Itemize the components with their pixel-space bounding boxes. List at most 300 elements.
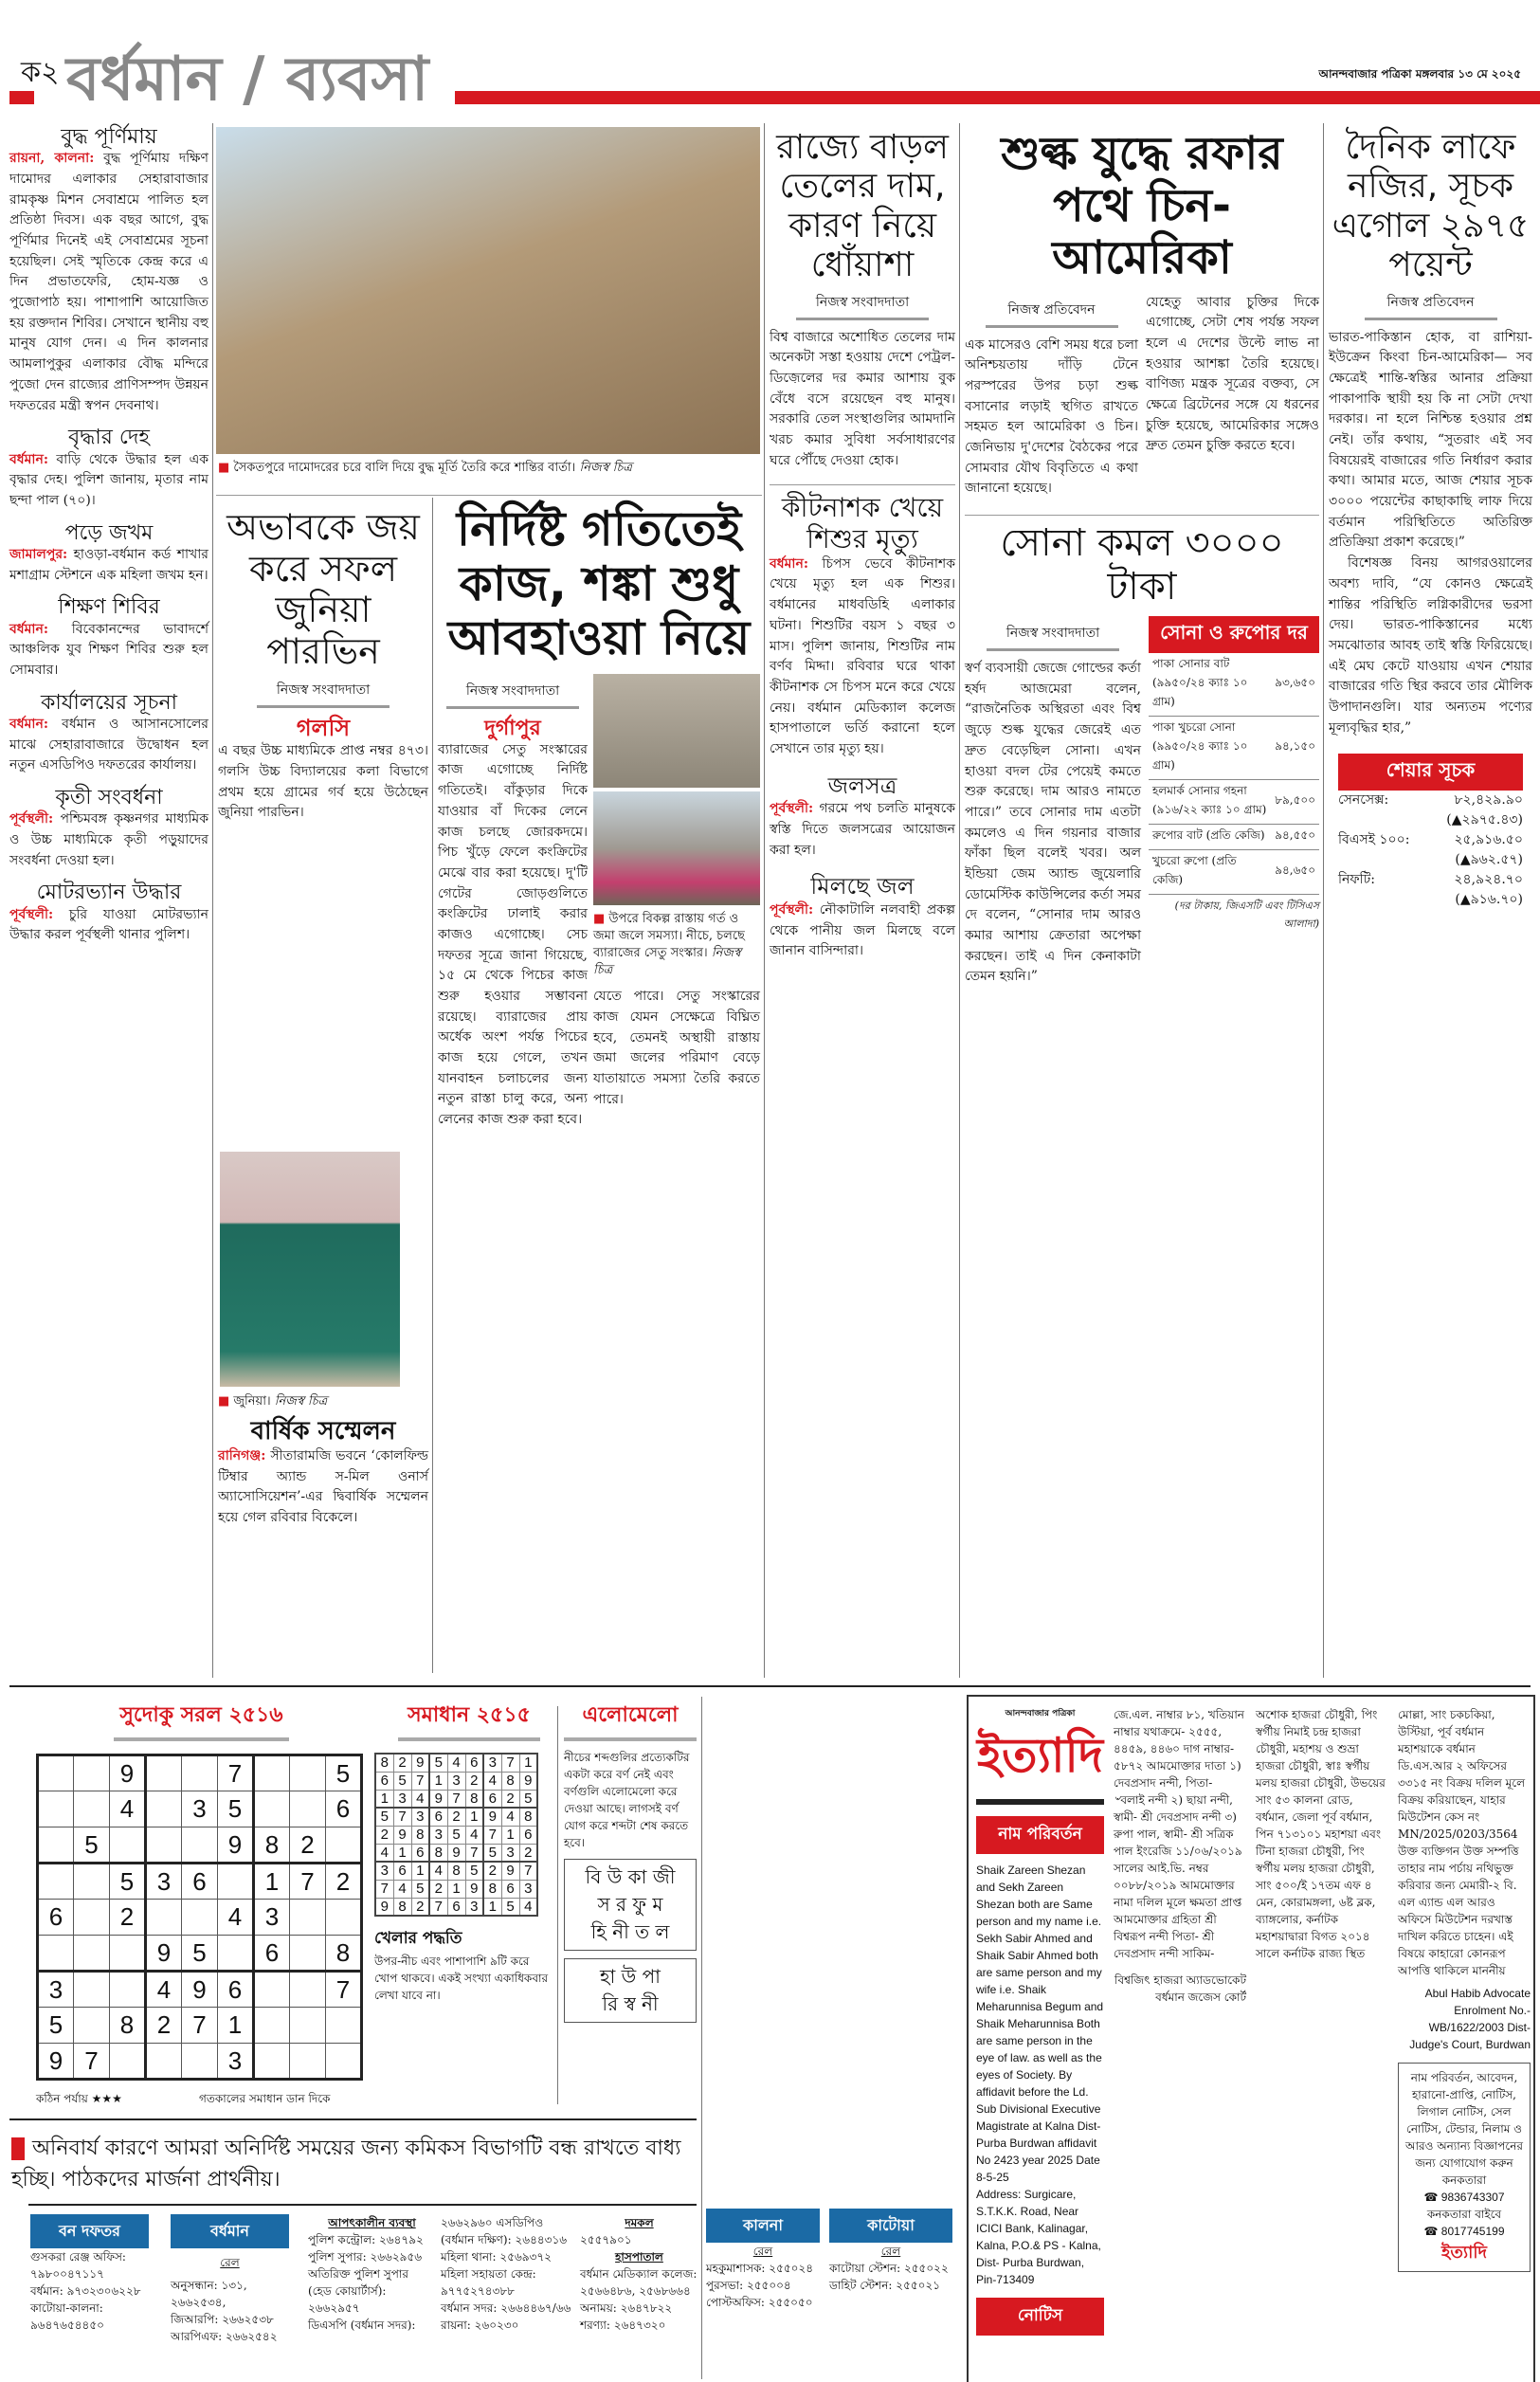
solution-title: সমাধান ২৫১৫ [398, 1699, 540, 1741]
story-body: চুরি যাওয়া মোটরভ্যান উদ্ধার করল পূর্বস্থলী থানার পুলিশ। [9, 906, 209, 943]
sudoku-cell: 7 [74, 2044, 110, 2080]
sudoku-hint: গতকালের সমাধান ডান দিকে [199, 2092, 331, 2105]
solution-cell: 7 [447, 1790, 465, 1808]
byline: নিজস্ব সংবাদদাতা [257, 679, 390, 708]
sudoku-cell: 6 [38, 1900, 74, 1936]
story-annual-conference [218, 1418, 428, 1529]
sudoku-cell: 2 [290, 1827, 326, 1864]
sudoku-cell: 5 [182, 1936, 218, 1972]
masthead-dateline: আনন্দবাজার পত্রিকা মঙ্গলবার ১৩ মে ২০২৫ [1318, 67, 1521, 81]
sudoku-cell: 9 [38, 2044, 74, 2080]
directory-line: মহকুমাশাসক: ২৫৫০২৪ [706, 2262, 814, 2275]
solution-cell: 9 [519, 1772, 537, 1790]
sudoku-cell[interactable] [110, 1972, 146, 2008]
solution-cell: 3 [393, 1790, 411, 1808]
sudoku-cell[interactable] [290, 2008, 326, 2044]
solution-cell: 1 [375, 1790, 393, 1808]
solution-cell: 3 [375, 1862, 393, 1880]
directory-line: অতিরিক্ত পুলিশ সুপার [308, 2267, 408, 2281]
sudoku-cell: 9 [218, 1827, 254, 1864]
photo-barrage-repair [593, 791, 760, 905]
sudoku-cell: 9 [110, 1755, 146, 1791]
sudoku-cell[interactable] [38, 1936, 74, 1972]
notice-signature: বিশ্বজিৎ হাজরা অ্যাডভোকেট বর্ধমান জজেস কোর্ট [1114, 1973, 1246, 2004]
headline: পড়ে জখম [64, 520, 154, 545]
index-row: নিফটি: ২৪,৯২৪.৭০ (▲৯১৬.৭০) [1338, 872, 1523, 908]
arrow-up-icon: ▲ [1459, 852, 1471, 868]
directory-fire-hospital: দমকল ২৫৫৭৯০১ হাসপাতাল বর্ধমান মেডিক্যাল কলেজ: ২৫৬৬৪৮৬, ২৫৬৮৬৬৪ অনাময়: ২৬৪৭৮২২ শরণ্যা: ২৬৪৭৩২০ [580, 2216, 698, 2332]
directory-line: অনাময়: ২৬৪৭৮২২ [580, 2301, 673, 2315]
sudoku-cell: 3 [182, 1791, 218, 1827]
solution-cell: 2 [483, 1862, 501, 1880]
story-body: পশ্চিমবঙ্গ কৃষ্ণনগর মাধ্যমিক ও উচ্চ মাধ্যমিকে কৃতী পড়ুয়াদের সংবর্ধনা দেওয়া হল। [9, 811, 209, 868]
directory-line: পুলিশ কন্ট্রোল: ২৬৪৭৯২ [308, 2233, 424, 2246]
solution-cell: 3 [429, 1826, 447, 1844]
directory-line: পোস্টঅফিস: ২৫৫০৫০ [706, 2296, 813, 2309]
headline: বৃদ্ধার দেহ [68, 426, 150, 450]
sensex-column [1329, 128, 1532, 910]
sudoku-cell[interactable] [182, 1900, 218, 1936]
rate-row [1149, 780, 1319, 825]
sudoku-cell: 3 [146, 1864, 182, 1900]
solution-cell: 8 [465, 1790, 483, 1808]
directory-line: ২৬৬২৯৬০ এসডিপিও [441, 2216, 544, 2229]
dateline: রায়না, কালনা: [9, 151, 95, 167]
sudoku-cell: 3 [254, 1900, 290, 1936]
index-row: সেনসেক্স: ৮২,৪২৯.৯০ (▲২৯৭৫.৪৩) [1338, 792, 1523, 828]
solution-cell: 2 [375, 1826, 393, 1844]
index-value: ২৫,৯১৬.৫০ [1454, 832, 1523, 848]
directory-line: ২৬৬২৫৩৪, [171, 2296, 226, 2309]
solution-cell: 8 [519, 1808, 537, 1826]
story-motorvan [9, 881, 208, 946]
solution-cell: 9 [429, 1790, 447, 1808]
sudoku-cell[interactable] [254, 1755, 290, 1791]
story-body: গরমে পথ চলতি মানুষকে স্বস্তি দিতে জলসত্রের আয়োজন করা হল। [770, 801, 955, 858]
story-buddha-purnima [9, 125, 208, 416]
sudoku-rules: খেলার পদ্ধতি উপর-নীচ এবং পাশাপাশি ৯টি করে খোপ থাকবে। একই সংখ্যা একাধিকবার লেখা যাবে না। [374, 1929, 549, 2002]
red-square-icon [11, 2137, 25, 2160]
story-old-woman-body [9, 426, 208, 511]
directory-line: জিআরপি: ২৬৬২৫৩৮ [171, 2313, 274, 2326]
directory-line: ৯৭৭৫২৭৪৩৮৮ [441, 2284, 515, 2298]
masthead-red-bar-left [9, 91, 34, 104]
sudoku-cell[interactable] [326, 2008, 362, 2044]
sudoku-cell[interactable] [38, 1864, 74, 1900]
story-sensex [1329, 128, 1532, 738]
directory-line: ডাহিট স্টেশন: ২৫৫০২১ [829, 2279, 941, 2292]
dateline: বর্ধমান: [9, 716, 48, 732]
sudoku-cell: 1 [218, 2008, 254, 2044]
story-training-camp [9, 595, 208, 681]
barrage-photo-column [593, 674, 760, 1131]
story-injured [9, 521, 208, 587]
sudoku-cell[interactable] [110, 1936, 146, 1972]
solution-cell: 3 [411, 1808, 429, 1826]
story-body: ভারত-পাকিস্তান হোক, বা রাশিয়া-ইউক্রেন কিংবা চিন-আমেরিকা— সব ক্ষেত্রেই শান্তি-স্বস্তির আনার প্রক্রিয়া পাকাপাকি স্থায়ী হয় কি না সেটা দেখা দরকার। না হলে নিশ্চিন্ত হওয়ার প্রশ্ন নেই। তাঁর কথায়, “সুতরাং এই সব বিষয়েরই বাজারের গতি নির্ধারণ করার কথা। আমার মতে, আজ শেয়ার সূচক ৩০০০ পয়েন্টের কাছাকাছি লাফ দিয়ে বর্তমান পরিস্থিতিতে অতিরিক্ত প্রতিক্রিয়া প্রকাশ করেছে।” [1329, 329, 1532, 551]
directory-line: ডিএসপি (বর্ধমান সদর): [308, 2318, 416, 2332]
headline: মোটরভ্যান উদ্ধার [36, 881, 182, 905]
sudoku-cell[interactable] [290, 1936, 326, 1972]
classified-ad-3: অশোক হাজরা চৌধুরী, পিং স্বর্গীয় নিমাই চন্দ্র হাজরা চৌধুরী, মহাশয় ও শুভ্রা হাজরা চৌধুরী, স্বাঃ স্বর্গীয় মলয় হাজরা চৌধুরী, উভয়ের সাং ৫৩ কালনা রোড, বর্ধমান, জেলা পূর্ব বর্ধমান, পিন ৭১৩১০১ মহাশয়া এবং টিনা হাজরা চৌধুরী, পিং স্বর্গীয় মলয় হাজরা চৌধুরী, সাং ৫০০/ই ১৭তম এফ ৪ মেন, কোরামঙ্গলা, ৬ষ্ট ব্লক, ব্যাঙ্গলোর, কর্নাটক মহাশয়াদ্বারা বিগত ২০১৪ সালে কর্নাটক রাজ্য স্থিত [1256, 1708, 1386, 1960]
solution-cell: 6 [501, 1880, 519, 1898]
solution-cell: 7 [465, 1844, 483, 1862]
directory-line: গুসকরা রেঞ্জ অফিস: [30, 2250, 126, 2264]
solution-grid [374, 1753, 538, 1917]
solution-cell: 1 [465, 1808, 483, 1826]
sudoku-cell: 5 [110, 1864, 146, 1900]
solution-cell: 2 [447, 1808, 465, 1826]
story-body-continued: যেহেতু আবার চুক্তির দিকে এগোচ্ছে, সেটা শেষ পর্যন্ত সফল হলে এ দেশের উল্টে লাভ না হওয়ার আশঙ্কা তৈরি হয়েছে। বাণিজ্য মন্ত্রক সূত্রের বক্তব্য, সে ক্ষেত্রে ব্রিটেনের সঙ্গে যে ধরনের চুক্তি হয়েছে, আমেরিকার সঙ্গেও দ্রুত তেমন চুক্তি করতে হবে। [1146, 294, 1319, 454]
sudoku-cell: 3 [38, 1972, 74, 2008]
solution-cell: 4 [483, 1772, 501, 1790]
jumble-box-1: বি উ কা জী স র ফু ম হি নী ত ল [564, 1859, 697, 1951]
index-value: ২৪,৯২৪.৭০ [1454, 872, 1523, 888]
sudoku-cell: 5 [218, 1791, 254, 1827]
sudoku-cell[interactable] [38, 1791, 74, 1827]
directory-line: পুলিশ সুপার: ২৬৬২৯৫৬ [308, 2250, 423, 2264]
solution-cell: 7 [411, 1772, 429, 1790]
sudoku-cell: 2 [110, 1900, 146, 1936]
sudoku-cell: 2 [326, 1864, 362, 1900]
headline-gold: সোনা কমল ৩০০০ টাকা [1000, 521, 1284, 609]
solution-cell: 9 [483, 1808, 501, 1826]
phone-link[interactable]: ☎ 8017745199 [1423, 2225, 1505, 2238]
rate-item: হলমার্ক সোনার গহনা (৯১৬/২২ ক্যাঃ ১০ গ্রাম) [1149, 780, 1271, 825]
byline: নিজস্ব প্রতিবেদন [986, 299, 1118, 328]
story-barrage [438, 674, 588, 1131]
solution-cell: 8 [411, 1826, 429, 1844]
solution-cell: 5 [483, 1844, 501, 1862]
dateline: পূর্বস্থলী: [9, 906, 54, 922]
directory-line: ৯৬৪৭৬৫৪৪৫০ [30, 2318, 104, 2332]
headline-tariff: শুল্ক যুদ্ধে রফার পথে চিন-আমেরিকা [1001, 127, 1283, 285]
sudoku-difficulty: কঠিন পর্যায় ★★★ [36, 2092, 122, 2105]
sudoku-cell[interactable] [290, 2044, 326, 2080]
solution-cell: 5 [447, 1826, 465, 1844]
story-pesticide [770, 484, 955, 759]
rate-price: ৯৪,৫৫০ [1271, 825, 1319, 850]
classified-ad-2: জে.এল. নাম্বার ৮১, খতিয়ান নাম্বার যথাক্রমে- ২৫৫৫, ৪৪৫৯, ৪৪৬০ দাগ নাম্বার- ৫৮৭২ আমমোক্তার দাতা ১) দেবপ্রসাদ নন্দী, পিতা- ৺বলাই নন্দী ২) ছায়া নন্দী, স্বামী- শ্রী দেবপ্রসাদ নন্দী ৩) রুপা পাল, স্বামী- শ্রী সত্রিক পাল ইংরেজি ১১/০৬/২০১৯ সালের আই.ভি. নম্বর ০০৮৮/২০১৯ আমমোক্তার নামা দলিল মূলে ক্ষমতা প্রাপ্ত আমমোক্তার গ্রহিতা শ্রী বিশ্বরূপ নন্দী পিতা- শ্রী দেবপ্রসাদ নন্দী সাকিম- [1114, 1708, 1244, 1960]
solution-cell: 6 [483, 1790, 501, 1808]
sudoku-cell: 5 [74, 1827, 110, 1864]
solution-cell: 1 [393, 1844, 411, 1862]
rate-row [1149, 653, 1319, 717]
left-column [9, 125, 208, 946]
directory-line: ২৫৫৭৯০১ [580, 2233, 632, 2246]
dateline: বর্ধমান: [9, 621, 48, 637]
solution-cell: 6 [393, 1862, 411, 1880]
arrow-up-icon: ▲ [1459, 892, 1471, 908]
sudoku-cell[interactable] [74, 1972, 110, 2008]
story-tariff [965, 293, 1138, 500]
solution-cell: 7 [519, 1862, 537, 1880]
directory-katwa: কাটোয়া রেল কাটোয়া স্টেশন: ২৫৫০২২ ডাহিট স্টেশন: ২৫৫০২১ [829, 2209, 952, 2294]
solution-cell: 8 [501, 1772, 519, 1790]
solution-cell: 4 [447, 1754, 465, 1772]
sudoku-cell: 8 [254, 1827, 290, 1864]
solution-cell: 5 [429, 1754, 447, 1772]
story-body: ব্যারাজের সেতু সংস্কারের কাজ এগোচ্ছে নির্দিষ্ট গতিতেই। বাঁকুড়ার দিকে যাওয়ার বাঁ দিকের লেনে কাজ চলছে জোরকদমে। পিচ খুঁড়ে ফেলে কংক্রিটের মেঝে বার করা হয়েছে। দু'টি গেটের জোড়গুলিতে কংক্রিটের ঢালাই করার কাজও এগোচ্ছে। সেচ দফতর সূত্রে জানা গিয়েছে, ১৫ মে থেকে পিচের কাজ শুরু হওয়ার সম্ভাবনা রয়েছে। ব্যারাজের প্রায় অর্ধেক অংশ পর্যন্ত পিচের কাজ হয়ে গেলে, তখন যানবাহন চলাচলের জন্য নতুন রাস্তা চালু করে, অন্য লেনের কাজ শুরু করা হবে। [438, 741, 588, 1128]
sudoku-cell[interactable] [74, 1936, 110, 1972]
solution-cell: 8 [429, 1844, 447, 1862]
sudoku-cell[interactable] [146, 1900, 182, 1936]
story-body: বিবেকানন্দের ভাবাদর্শে আঞ্চলিক যুব শিক্ষণ শিবির শুরু হল সোমবার। [9, 621, 208, 678]
sudoku-cell: 4 [110, 1791, 146, 1827]
headline: কীটনাশক খেয়ে শিশুর মৃত্যু [781, 492, 944, 555]
solution-cell: 3 [447, 1772, 465, 1790]
story-office-inauguration [9, 691, 208, 776]
directory-line: মহিলা থানা: ২৫৬৯৩৭২ [441, 2250, 552, 2264]
rate-item: খুচরো রুপো (প্রতি কেজি) [1149, 850, 1271, 895]
story-body-continued: বিশেষজ্ঞ বিনয় আগরওয়ালের অবশ্য দাবি, “যে কোনও ক্ষেত্রেই শান্তির পরিস্থিতি লগ্নিকারীদের ভরসা দেয়। ভারত-পাকিস্তানের মধ্যে সমঝোতার আবহ তাই স্বস্তি ফিরিয়েছে। এই মেঘ কেটে যাওয়ায় এখন শেয়ার বাজারের গতি স্থির করবে তার মৌলিক উপাদানগুলি। যার অন্যতম পণ্যের মূল্যবৃদ্ধির হার,” [1329, 555, 1532, 736]
sudoku-cell: 6 [218, 1972, 254, 2008]
sudoku-cell: 4 [218, 1900, 254, 1936]
sudoku-cell[interactable] [326, 1827, 362, 1864]
sudoku-cell[interactable] [254, 2008, 290, 2044]
headline: বুদ্ধ পূর্ণিমায় [61, 125, 157, 149]
sudoku-cell[interactable] [182, 2044, 218, 2080]
directory-line: পুরসভা: ২৫৫০০৪ [706, 2279, 791, 2292]
sudoku-cell[interactable] [182, 1827, 218, 1864]
sudoku-cell[interactable] [326, 1900, 362, 1936]
story-barrage-wrap [438, 502, 760, 1131]
sudoku-cell[interactable] [38, 1827, 74, 1864]
headline: মিলছে জল [810, 873, 915, 900]
rate-item: পাকা সোনার বাট (৯৯৫০/২৪ ক্যাঃ ১০ গ্রাম) [1149, 653, 1271, 717]
solution-cell: 2 [465, 1772, 483, 1790]
solution-cell: 1 [411, 1862, 429, 1880]
sudoku-cell[interactable] [254, 1791, 290, 1827]
dateline: জামালপুর: [9, 546, 68, 562]
sudoku-cell[interactable] [146, 1827, 182, 1864]
sudoku-cell: 5 [38, 2008, 74, 2044]
solution-cell: 9 [447, 1844, 465, 1862]
sudoku-cell[interactable] [74, 1864, 110, 1900]
solution-cell: 4 [375, 1844, 393, 1862]
sudoku-cell: 7 [182, 2008, 218, 2044]
sudoku-cell[interactable] [290, 1972, 326, 2008]
dateline-place: দুর্গাপুর [484, 716, 541, 740]
sudoku-cell[interactable] [218, 1936, 254, 1972]
photo-sand-buddha [216, 127, 760, 454]
sudoku-cell[interactable] [146, 1755, 182, 1791]
solution-cell: 5 [411, 1880, 429, 1898]
rate-row [1149, 717, 1319, 780]
solution-cell: 4 [519, 1898, 537, 1916]
directory-burdwan: বর্ধমান রেল অনুসন্ধান: ১৩১, ২৬৬২৫৩৪, জিআরপি: ২৬৬২৫৩৮ আরপিএফ: ২৬৬২৫৪২ [171, 2214, 289, 2345]
solution-cell: 1 [519, 1754, 537, 1772]
solution-cell: 9 [411, 1754, 429, 1772]
story-body: বুদ্ধ পূর্ণিমায় দক্ষিণ দামোদর এলাকার সেহারাবাজার রামকৃষ্ণ মিশন সেবাশ্রমে পালিত হল প্রতিষ্ঠা দিবস। এক বছর আগে, বুদ্ধ পূর্ণিমার দিনেই এই সেবাশ্রমের সূচনা হয়েছিল। সেই স্মৃতিকে কেন্দ্র করে এ দিন প্রভাতফেরি, হোম-যজ্ঞ ও পুজোপাঠ হয়। পাশাপাশি আয়োজিত হয় রক্তদান শিবির। সেখানে স্থানীয় বহু মানুষ যোগ দেন। এ দিন কালনার আমলাপুকুর এলাকার বৌদ্ধ মন্দিরে পুজো দেন রাজ্যের প্রাণিসম্পদ উন্নয়ন দফতরের মন্ত্রী স্বপন দেবনাথ। [9, 151, 208, 413]
rate-price: ৯৪,৬৫০ [1271, 850, 1319, 895]
solution-cell: 8 [483, 1880, 501, 1898]
story-jalsatra [770, 773, 955, 862]
byline: নিজস্ব প্রতিবেদন [1365, 291, 1497, 320]
sudoku-cell[interactable] [74, 1755, 110, 1791]
solution-cell: 5 [393, 1772, 411, 1790]
solution-cell: 4 [465, 1826, 483, 1844]
solution-cell: 4 [411, 1790, 429, 1808]
directory-line: (হেড কোয়ার্টার্স): [308, 2284, 387, 2298]
directory-line: আরপিএফ: ২৬৬২৫৪২ [171, 2330, 278, 2343]
directory-line: রায়না: ২৬০২৩০ [441, 2318, 519, 2332]
sudoku-cell[interactable] [146, 1791, 182, 1827]
sudoku-cell[interactable] [110, 1827, 146, 1864]
index-change: ৯১৬.৭০ [1470, 892, 1518, 908]
directory-line: ২৬৬২৯৫৭ [308, 2301, 360, 2315]
index-change: ২৯৭৫.৪৩ [1461, 812, 1518, 828]
solution-cell: 3 [483, 1754, 501, 1772]
index-name: নিফটি: [1338, 872, 1375, 888]
directory-line: বর্ধমান মেডিক্যাল কলেজ: [580, 2267, 698, 2281]
sudoku-cell[interactable] [38, 1755, 74, 1791]
headline: অভাবকে জয় করে সফল জুনিয়া পারভিন [226, 506, 420, 673]
rate-item: রুপোর বাট (প্রতি কেজি) [1149, 825, 1271, 850]
sudoku-cell: 5 [326, 1755, 362, 1791]
headline-barrage: নির্দিষ্ট গতিতেই কাজ, শঙ্কা শুধু আবহাওয়া নিয়ে [447, 501, 751, 665]
sudoku-cell: 3 [218, 2044, 254, 2080]
headline: কৃতী সংবর্ধনা [55, 785, 163, 809]
jumble-title: এলোমেলো [564, 1699, 697, 1741]
index-name: সেনসেক্স: [1338, 792, 1389, 809]
section-title: বর্ধমান / ব্যবসা [66, 45, 429, 115]
solution-cell: 5 [465, 1862, 483, 1880]
solution-cell: 8 [447, 1862, 465, 1880]
rate-price: ৯৪,১৫০ [1271, 717, 1319, 780]
index-row: বিএসই ১০০: ২৫,৯১৬.৫০ (▲৯৬২.৫৭) [1338, 832, 1523, 868]
dateline: পূর্বস্থলী: [770, 901, 814, 918]
rate-price: ৮৯,৫০০ [1271, 780, 1319, 825]
sudoku-cell: 8 [326, 1936, 362, 1972]
rate-table-title: সোনা ও রুপোর দর [1149, 616, 1319, 653]
sudoku-cell: 6 [326, 1791, 362, 1827]
solution-cell: 5 [519, 1790, 537, 1808]
arrow-up-icon: ▲ [1451, 812, 1462, 828]
sudoku-cell[interactable] [326, 2044, 362, 2080]
headline: জলসত্র [827, 772, 897, 799]
sudoku-cell: 6 [182, 1864, 218, 1900]
sudoku-cell: 7 [290, 1864, 326, 1900]
solution-cell: 9 [393, 1826, 411, 1844]
photo-caption: ■ সৈকতপুরে দামোদরের চরে বালি দিয়ে বুদ্ধ মূর্তি তৈরি করে শান্তির বার্তা। নিজস্ব চিত্র [218, 460, 758, 477]
solution-cell: 2 [519, 1844, 537, 1862]
sudoku-title: সুদোকু সরল ২৫১৬ [114, 1699, 289, 1741]
solution-cell: 7 [501, 1754, 519, 1772]
comics-notice: অনিবার্য কারণে আমরা অনির্দিষ্ট সময়ের জন্য কমিকস বিভাগটি বন্ধ রাখতে বাধ্য হচ্ছি। পাঠকদের মার্জনা প্রার্থনীয়। [11, 2137, 681, 2191]
rate-row [1149, 850, 1319, 895]
solution-cell: 7 [483, 1826, 501, 1844]
story-body: এ বছর উচ্চ মাধ্যমিকে প্রাপ্ত নম্বর ৪৭৩। গলসি উচ্চ বিদ্যালয়ের কলা বিভাগে প্রথম হয়ে গ্রামের গর্ব হয়ে উঠেছেন জুনিয়া পারভিন। [218, 743, 428, 821]
story-body: নৌকাটালি নলবাহী প্রকল্প থেকে পানীয় জল মিলছে বলে জানান বাসিন্দারা। [770, 901, 955, 959]
share-index-table [1338, 754, 1523, 910]
headline: দৈনিক লাফে নজির, সূচক এগোল ২৯৭৫ পয়েন্ট [1332, 128, 1530, 285]
directory-line: (বর্ধমান দক্ষিণ): ২৬৪৪৩১৬ [441, 2233, 568, 2246]
masthead-red-bar [455, 91, 1540, 104]
dateline: রানিগঞ্জ: [218, 1448, 266, 1464]
solution-cell: 4 [393, 1880, 411, 1898]
sudoku-cell[interactable] [146, 2044, 182, 2080]
solution-cell: 3 [465, 1898, 483, 1916]
sudoku-cell: 7 [326, 1972, 362, 2008]
sudoku-cell[interactable] [182, 1755, 218, 1791]
solution-cell: 2 [429, 1880, 447, 1898]
solution-cell: 6 [411, 1844, 429, 1862]
phone-link[interactable]: ☎ 9836743307 [1423, 2191, 1505, 2204]
headline: বার্ষিক সম্মেলন [250, 1417, 396, 1446]
solution-cell: 3 [519, 1880, 537, 1898]
sudoku-cell[interactable] [74, 1791, 110, 1827]
sudoku-cell[interactable] [110, 2044, 146, 2080]
jumble-box-2: হা উ পা রি স্ব নী [564, 1958, 697, 2023]
sudoku-cell: 2 [146, 2008, 182, 2044]
story-junia [218, 507, 428, 824]
rate-note: (দর টাকায়, জিএসটি এবং টিসিএস আলাদা) [1174, 900, 1319, 931]
directory-kalna: কালনা রেল মহকুমাশাসক: ২৫৫০২৪ পুরসভা: ২৫৫০০৪ পোস্টঅফিস: ২৫৫০৫০ [706, 2209, 820, 2311]
sudoku-cell[interactable] [290, 1791, 326, 1827]
sudoku-cell[interactable] [290, 1900, 326, 1936]
story-body: বর্ধমান ও আসানসোলের মাঝে সেহারাবাজারে উদ্বোধন হল নতুন এসডিপিও দফতরের কার্যালয়। [9, 716, 208, 773]
classified-col-2 [1114, 1706, 1246, 2006]
classifieds-brand: আনন্দবাজার পত্রিকা ইত্যাদি নাম পরিবর্তন Shaik Zareen Shezan and Sekh Zareen Shezan both are Same person and my name i.e. Sekh Sabir Ahmed and Shaik Sabir Ahmed both are same person and my wife i.e. Shaik Meharunnisa Begum and Shaik Meharunnisa Both are same person in the eye of law. as well as the eyes of Society. By affidavit before the Ld. Sub Divisional Executive Magistrate at Kalna Dist- Purba Burdwan affidavit No 2423 year 2025 Date 8-5-25 Address: Surgicare, S.T.K.K. Road, Near ICICI Bank, Kalinagar, Kalna, P.O.& PS - Kalna, Dist- Purba Burdwan, Pin-713409 নোটিস [976, 1706, 1104, 2336]
gold-silver-rate-table [1149, 616, 1319, 988]
sudoku-cell: 7 [218, 1755, 254, 1791]
sudoku-cell[interactable] [218, 1864, 254, 1900]
story-body: বিশ্ব বাজারে অশোধিত তেলের দাম অনেকটা সস্তা হওয়ায় দেশে পেট্রল-ডিজ়েলের দর কমার আশায় বুক বেঁধে বসে রয়েছেন বহু মানুষ। সরকারি তেল সংস্থাগুলির আমদানি খরচ কমার সুবিধা সর্বসাধারণের ঘরে পৌঁছে দেওয়া হোক। [770, 329, 955, 468]
sudoku-cell[interactable] [74, 1900, 110, 1936]
sudoku-cell[interactable] [254, 1972, 290, 2008]
tariff-gold-column [965, 128, 1319, 988]
directory-line: শরণ্যা: ২৬৪৭৩২০ [580, 2318, 666, 2332]
solution-cell: 2 [411, 1898, 429, 1916]
rate-row [1149, 825, 1319, 850]
classifieds-contact: নাম পরিবর্তন, আবেদন, হারানো-প্রাপ্তি, নোটিস, লিগাল নোটিস, সেল নোটিস, টেন্ডার, নিলাম ও আরও অন্যান্য বিজ্ঞাপনের জন্য যোগাযোগ করুন কনকতারা ☎ 9836743307 কনকতারা বাইবে ☎ 8017745199 ইত্যাদি [1398, 2063, 1531, 2272]
solution-cell: 6 [447, 1898, 465, 1916]
story-water [770, 874, 955, 962]
sudoku-cell[interactable] [290, 1755, 326, 1791]
solution-cell: 7 [429, 1898, 447, 1916]
directory-line: বর্ধমান সদর: ২৬৬৪৪৬৭/৬৬ [441, 2301, 571, 2315]
solution-cell: 5 [375, 1808, 393, 1826]
dateline-place: গলসি [296, 714, 351, 741]
story-body: বাড়ি থেকে উদ্ধার হল এক বৃদ্ধার দেহ। পুলিশ জানায়, মৃতার নাম ছন্দা পাল (৭০)। [9, 451, 209, 508]
solution-cell: 5 [501, 1898, 519, 1916]
photo-caption: ■ উপরে বিকল্প রাস্তায় গর্ত ও জমা জলে সমস্যা। নীচে, চলছে ব্যারাজের সেতু সংস্কার। নিজস্ব চিত্র [593, 911, 760, 980]
rate-item: পাকা খুচরো সোনা (৯৯৫০/২৪ ক্যাঃ ১০ গ্রাম) [1149, 717, 1271, 780]
index-value: ৮২,৪২৯.৯০ [1454, 792, 1523, 809]
solution-cell: 3 [501, 1844, 519, 1862]
story-oil-price [770, 128, 955, 471]
solution-cell: 2 [393, 1754, 411, 1772]
headline: কার্যালয়ের সূচনা [40, 690, 178, 715]
directory-forest: বন দফতর গুসকরা রেঞ্জ অফিস: ৭৯৮০০৪৭১১৭ বর্ধমান: ৯৭৩২৩০৬২২৮ কাটোয়া-কালনা: ৯৬৪৭৬৫৪৪৫০ [30, 2214, 149, 2334]
jumble-intro: নীচের শব্দগুলির প্রত্যেকটির একটা করে বর্ণ নেই এবং বর্ণগুলি এলোমেলো করে দেওয়া আছে। লাগসই বর্ণ যোগ করে শব্দটা শেষ করতে হবে। [564, 1751, 690, 1849]
sudoku-cell[interactable] [254, 2044, 290, 2080]
solution-cell: 7 [375, 1880, 393, 1898]
byline: নিজস্ব সংবাদদাতা [796, 291, 929, 320]
jumble-column [564, 1699, 697, 2023]
solution-cell: 8 [375, 1754, 393, 1772]
solution-cell: 1 [501, 1826, 519, 1844]
sudoku-grid[interactable] [36, 1754, 363, 2081]
directory-line: কাটোয়া স্টেশন: ২৫৫০২২ [829, 2262, 949, 2275]
sudoku-cell[interactable] [74, 2008, 110, 2044]
directory-line: ৭৯৮০০৪৭১১৭ [30, 2267, 104, 2281]
sudoku-cell: 9 [146, 1936, 182, 1972]
index-name: বিএসই ১০০: [1338, 832, 1410, 848]
byline: নিজস্ব সংবাদদাতা [987, 622, 1119, 651]
headline: রাজ্যে বাড়ল তেলের দাম, কারণ নিয়ে ধোঁয়াশা [776, 128, 949, 285]
